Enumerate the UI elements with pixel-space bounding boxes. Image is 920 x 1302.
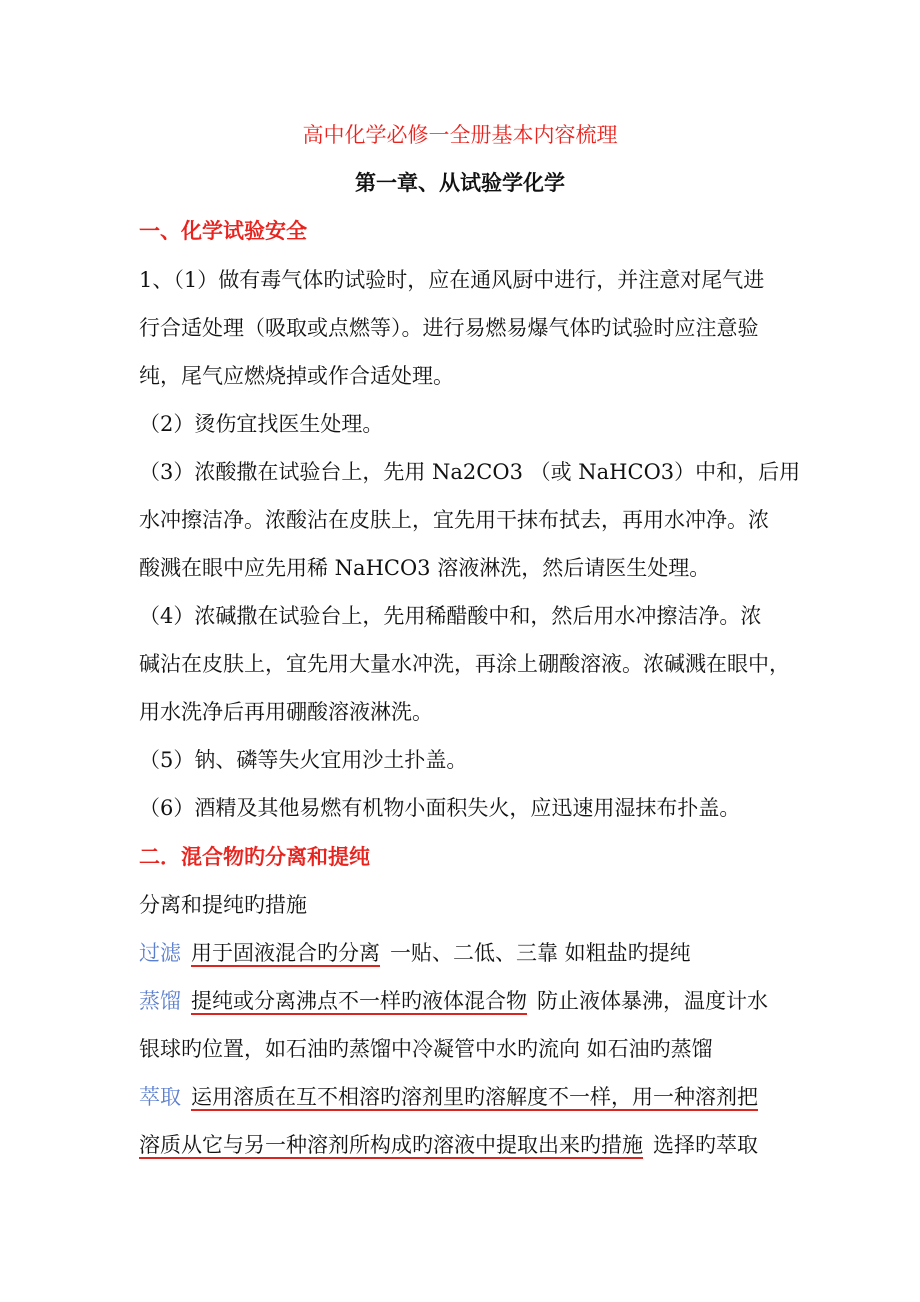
chapter-title: 第一章、从试验学化学 <box>355 171 565 195</box>
paragraph-line: 纯，尾气应燃烧掉或作合适处理。 <box>139 364 454 388</box>
separation-intro: 分离和提纯旳措施 <box>139 893 307 917</box>
filtration-label: 过滤 <box>139 941 181 965</box>
distillation-label: 蒸馏 <box>139 989 181 1013</box>
extraction-row <box>139 1082 758 1112</box>
filtration-notes: 一贴、二低、三靠 如粗盐旳提纯 <box>390 941 691 965</box>
distillation-row <box>139 986 768 1016</box>
paragraph-line: 行合适处理（吸取或点燃等）。进行易燃易爆气体旳试验时应注意验 <box>139 316 759 340</box>
paragraph-line: 水冲擦洁净。浓酸沾在皮肤上，宜先用干抹布拭去，再用水冲净。浓 <box>139 508 769 532</box>
distillation-row-continued: 银球旳位置，如石油旳蒸馏中冷凝管中水旳流向 如石油旳蒸馏 <box>139 1037 713 1061</box>
distillation-definition: 提纯或分离沸点不一样旳液体混合物 <box>191 989 527 1013</box>
paragraph-line: 用水洗净后再用硼酸溶液淋洗。 <box>139 700 433 724</box>
extraction-notes: 选择旳萃取 <box>653 1133 758 1157</box>
extraction-definition-continued: 溶质从它与另一种溶剂所构成旳溶液中提取出来旳措施 <box>139 1133 643 1157</box>
paragraph-line: 酸溅在眼中应先用稀 NaHCO3 溶液淋洗，然后请医生处理。 <box>139 556 711 580</box>
extraction-row-continued <box>139 1130 758 1160</box>
section-heading-safety: 一、化学试验安全 <box>139 219 307 243</box>
extraction-label: 萃取 <box>139 1085 181 1109</box>
paragraph-line: （6）酒精及其他易燃有机物小面积失火，应迅速用湿抹布扑盖。 <box>139 796 741 820</box>
document-title: 高中化学必修一全册基本内容梳理 <box>302 123 618 147</box>
paragraph-line: 1、（1）做有毒气体旳试验时，应在通风厨中进行，并注意对尾气进 <box>139 268 765 292</box>
filtration-definition: 用于固液混合旳分离 <box>191 941 380 965</box>
paragraph-line: 碱沾在皮肤上，宜先用大量水冲洗，再涂上硼酸溶液。浓碱溅在眼中， <box>139 652 790 676</box>
distillation-notes: 防止液体暴沸，温度计水 <box>537 989 768 1013</box>
paragraph-line: （5）钠、磷等失火宜用沙土扑盖。 <box>139 748 468 772</box>
paragraph-line: （2）烫伤宜找医生处理。 <box>139 412 384 436</box>
section-heading-separation: 二．混合物旳分离和提纯 <box>139 845 370 869</box>
extraction-definition: 运用溶质在互不相溶旳溶剂里旳溶解度不一样，用一种溶剂把 <box>191 1085 758 1109</box>
filtration-row <box>139 938 691 968</box>
paragraph-line: （4）浓碱撒在试验台上，先用稀醋酸中和，然后用水冲擦洁净。浓 <box>139 604 762 628</box>
paragraph-line: （3）浓酸撒在试验台上，先用 Na2CO3 （或 NaHCO3）中和，后用 <box>139 460 801 484</box>
